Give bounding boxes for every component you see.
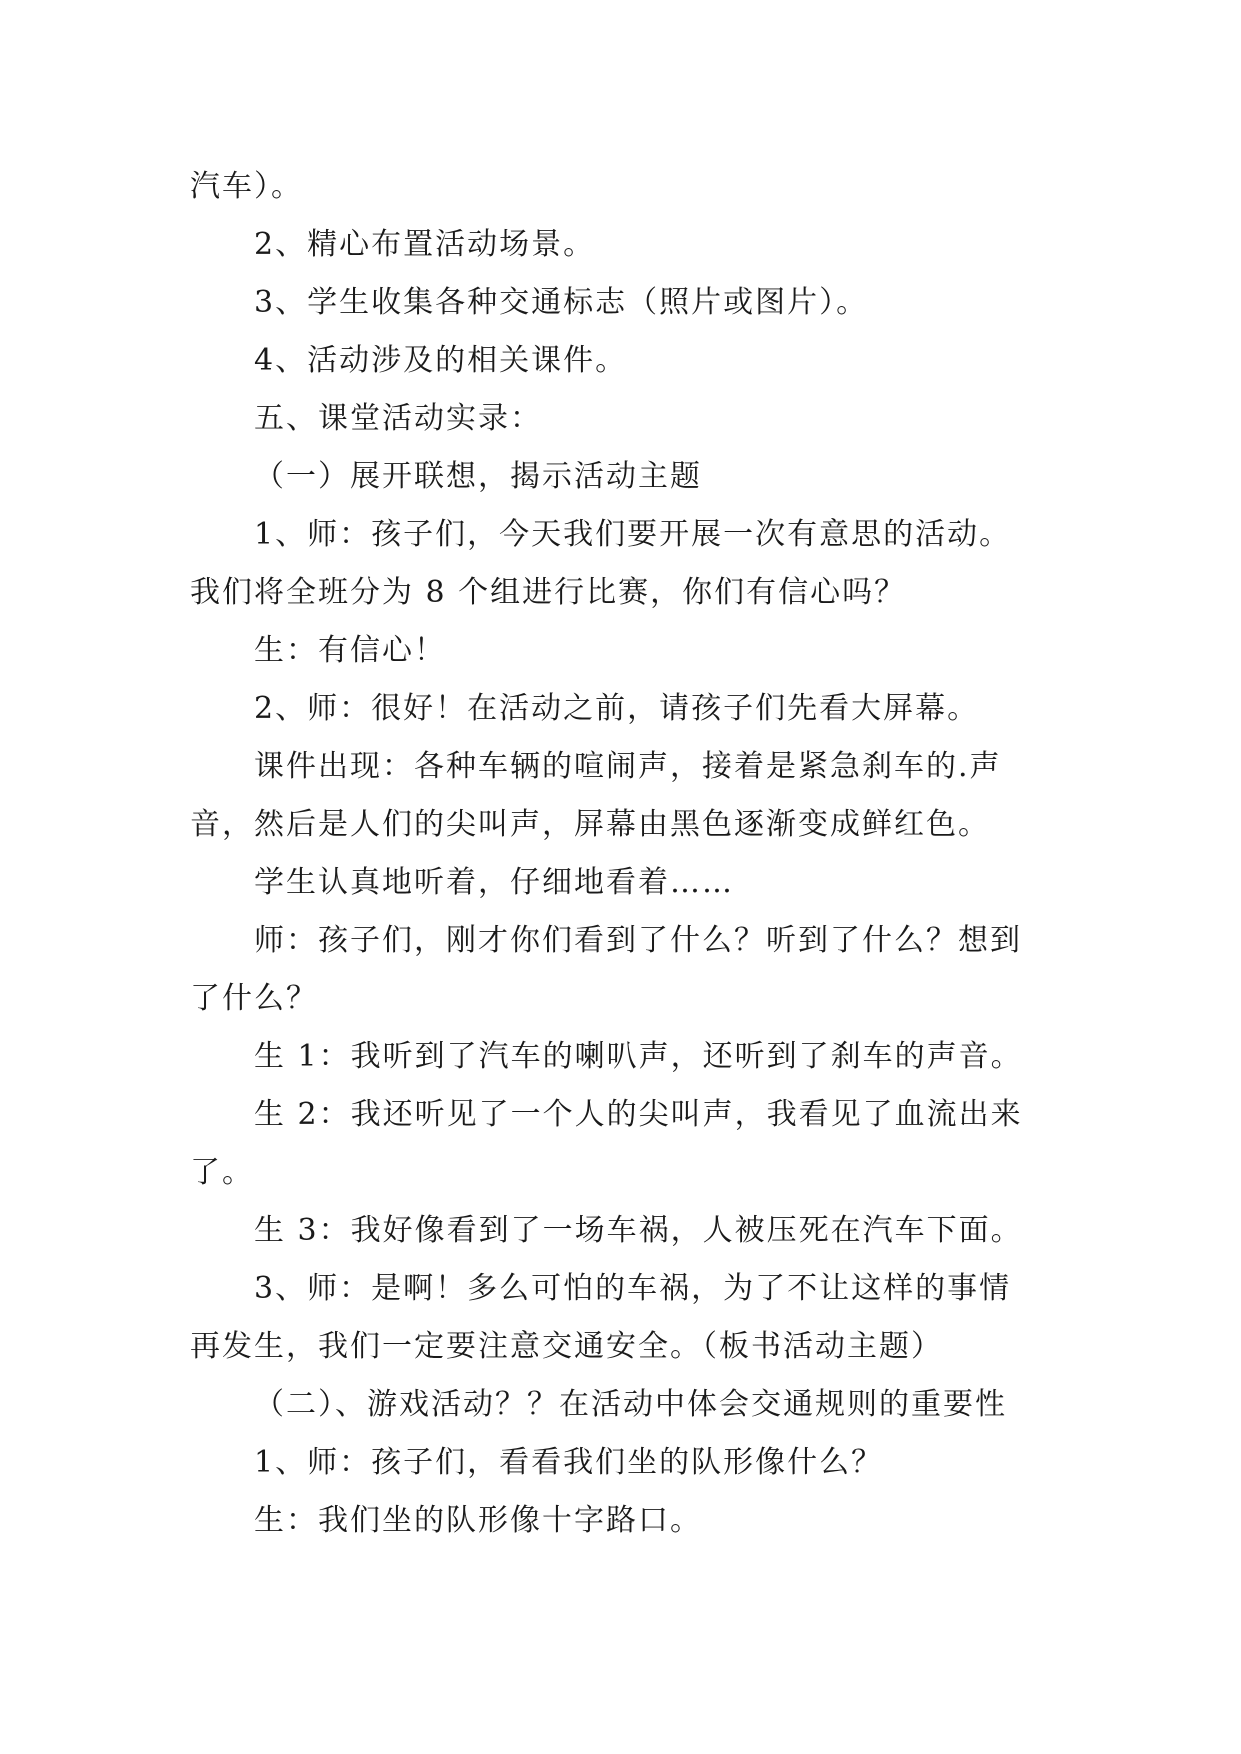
text-line: 了什么？ [190,981,318,1016]
text-line: 汽车）。 [190,169,303,204]
text-line: 2、精心布置活动场景。 [254,227,596,262]
text-line: 4、活动涉及的相关课件。 [254,343,628,378]
text-line: 我们将全班分为 8 个组进行比赛，你们有信心吗？ [190,575,907,610]
text-line: 师：孩子们，刚才你们看到了什么？听到了什么？想到 [254,923,1022,958]
text-line: 2、师：很好！在活动之前，请孩子们先看大屏幕。 [254,691,980,726]
subsection-heading: （二）、游戏活动？？在活动中体会交通规则的重要性 [254,1387,1007,1422]
text-line: 1、师：孩子们，今天我们要开展一次有意思的活动。 [254,517,1012,552]
text-line: 3、师：是啊！多么可怕的车祸，为了不让这样的事情 [254,1271,1012,1306]
subsection-heading: （一）展开联想，揭示活动主题 [254,459,702,494]
text-line: 生：有信心！ [254,633,446,668]
text-line: 生：我们坐的队形像十字路口。 [254,1503,702,1538]
text-line: 音，然后是人们的尖叫声，屏幕由黑色逐渐变成鲜红色。 [190,807,990,842]
text-line: 学生认真地听着，仔细地看着…… [254,865,734,900]
text-line: 生 2：我还听见了一个人的尖叫声，我看见了血流出来 [254,1097,1023,1132]
document-body [190,158,1060,1550]
text-line: 1、师：孩子们，看看我们坐的队形像什么？ [254,1445,884,1480]
text-line: 生 3：我好像看到了一场车祸，人被压死在汽车下面。 [254,1213,1023,1248]
text-line: 课件出现：各种车辆的喧闹声，接着是紧急刹车的.声 [254,749,1002,784]
text-line: 3、学生收集各种交通标志（照片或图片）。 [254,285,869,320]
text-line: 生 1：我听到了汽车的喇叭声，还听到了刹车的声音。 [254,1039,1023,1074]
section-heading: 五、课堂活动实录： [254,401,542,436]
text-line: 了。 [190,1155,254,1190]
text-line: 再发生，我们一定要注意交通安全。（板书活动主题） [190,1329,943,1364]
